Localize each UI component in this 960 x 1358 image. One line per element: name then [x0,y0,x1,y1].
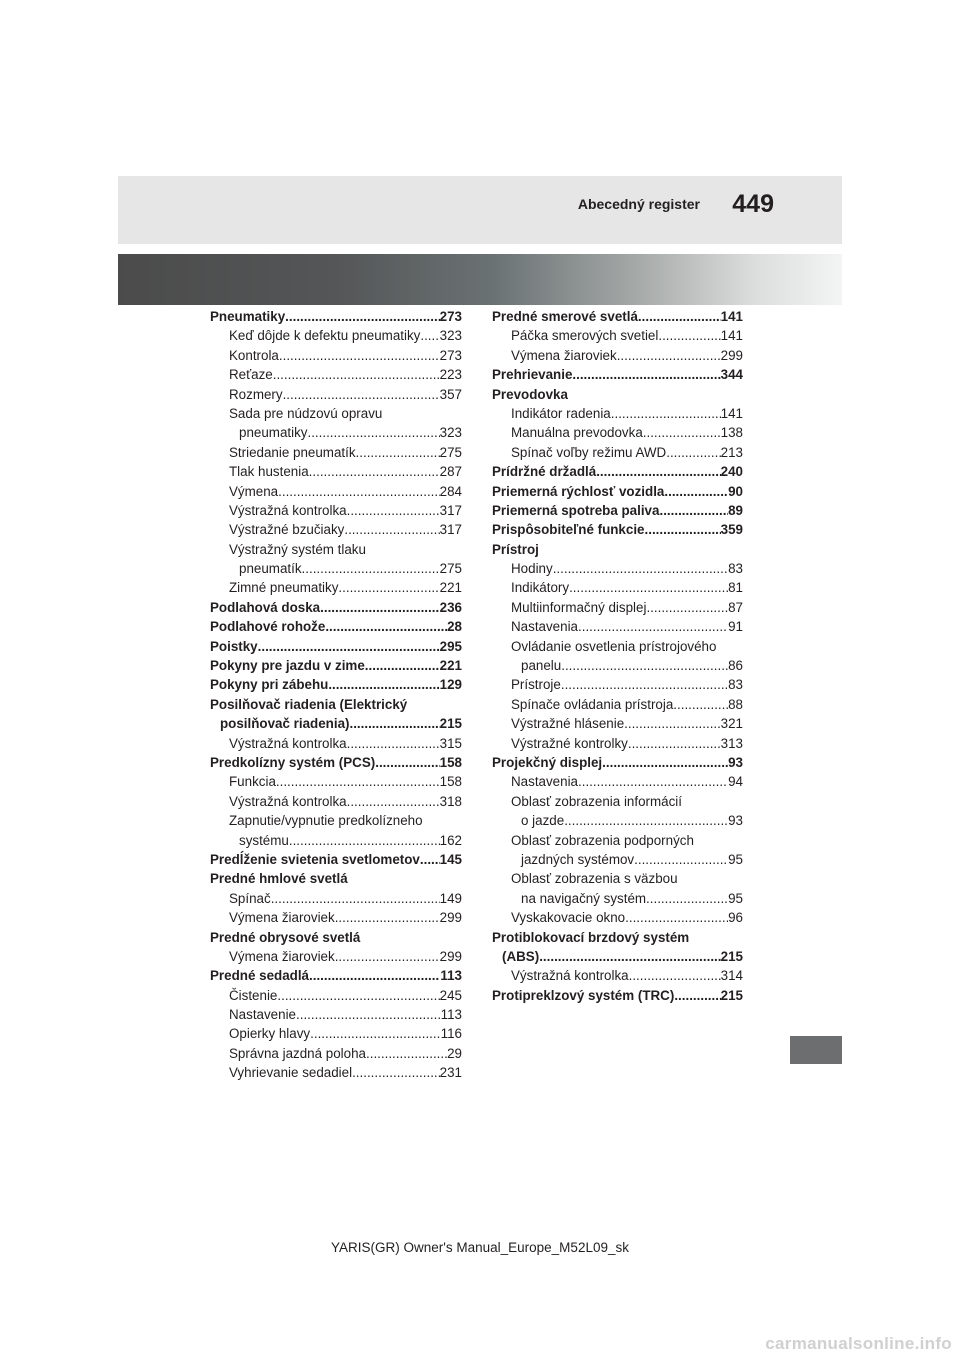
dot-leader [302,559,440,578]
index-entry [210,966,462,985]
index-entry-label: posilňovač riadenia) [220,716,350,732]
index-entry-label: Pokyny pre jazdu v zime [210,658,365,674]
index-entry-label: pneumatík [239,561,302,577]
dot-leader [625,908,728,927]
index-entry [492,346,743,365]
index-entry-page: 245 [439,987,462,1003]
index-entry-page: 113 [440,1007,462,1023]
index-entry [210,928,462,947]
dot-leader [310,1024,441,1043]
index-entry-label: Indikátory [511,580,570,596]
index-entry [492,850,743,869]
index-entry-label: Výmena [229,483,279,499]
index-entry-page: 141 [720,405,743,421]
page-header [118,176,842,244]
index-entry-label: Podlahová doska [210,599,321,615]
dot-leader [643,423,721,442]
dot-leader [646,889,728,908]
index-entry-label: Rozmery [229,386,283,402]
index-entry [492,792,743,811]
index-entry-label: Nastavenie [229,1007,296,1023]
index-entry [492,540,743,559]
index-entry-page: 318 [439,793,462,809]
index-entry-label: Funkcia [229,774,276,790]
index-entry [210,811,462,830]
index-entry-page: 323 [439,425,462,441]
index-entry [210,1044,462,1063]
index-entry-label: Predné smerové svetlá [492,309,638,324]
dot-leader [289,831,440,850]
index-entry-page: 275 [439,561,462,577]
index-entry-label: Tlak hustenia [229,464,309,480]
index-entry-label: Vyhrievanie sedadiel [229,1065,353,1081]
index-entry [210,947,462,966]
index-entry [492,695,743,714]
index-entry [210,1005,462,1024]
index-entry-page: 83 [728,561,743,577]
index-entry-page: 113 [440,968,462,984]
index-entry-page: 240 [720,464,743,480]
index-entry [492,734,743,753]
index-entry [210,443,462,462]
index-entry [492,947,743,966]
index-entry-label: Vyskakovacie okno [511,910,626,926]
index-entry [210,520,462,539]
index-entry-page: 359 [720,522,743,538]
dot-leader [666,443,720,462]
index-entry-page: 89 [728,502,743,518]
index-entry-page: 317 [439,502,462,518]
index-entry-label: Oblasť zobrazenia s väzbou [511,871,678,887]
dot-leader [602,753,728,772]
index-entry-page: 357 [439,386,462,402]
dot-leader [664,482,728,501]
index-entry [492,443,743,462]
dot-leader [347,501,440,520]
index-entry-page: 213 [720,444,743,460]
index-entry-page: 129 [439,677,462,693]
index-entry [492,753,743,772]
index-entry-page: 145 [439,851,462,867]
index-column-right [492,307,743,1005]
index-entry-page: 141 [720,309,743,324]
index-entry-label: Hodiny [511,561,553,577]
dot-leader [420,326,439,345]
index-entry-page: 221 [439,580,462,596]
index-entry [492,811,743,830]
index-entry-page: 86 [728,658,743,674]
index-entry-label: Zapnutie/vypnutie predkolízneho [229,813,423,829]
index-entry-label: Multiinformačný displej [511,599,647,615]
dot-leader [617,346,721,365]
index-entry-label: Ovládanie osvetlenia prístrojového [511,638,717,654]
dot-leader [628,734,721,753]
index-entry-label: pneumatiky [239,425,308,441]
dot-leader [335,947,440,966]
index-entry-page: 83 [728,677,743,693]
index-entry-label: Oblasť zobrazenia podporných [511,832,694,848]
index-entry-label: Kontrola [229,347,279,363]
index-entry-label: Výstražné hlásenie [511,716,625,732]
index-entry-page: 158 [439,774,462,790]
dot-leader [624,714,721,733]
index-entry-label: Sada pre núdzovú opravu [229,405,383,421]
dot-leader [258,637,440,656]
index-entry [210,462,462,481]
index-entry-label: (ABS) [502,948,540,964]
index-entry-page: 317 [439,522,462,538]
dot-leader [646,598,728,617]
dot-leader [572,365,720,384]
index-entry [492,869,743,888]
index-entry [492,598,743,617]
index-entry [492,520,743,539]
watermark: carmanualsonline.info [765,1334,952,1353]
index-entry-label: Prehrievanie [492,367,573,383]
index-entry-page: 91 [728,619,743,635]
index-entry-page: 275 [439,444,462,460]
index-entry-label: Zimné pneumatiky [229,580,339,596]
dot-leader [356,443,440,462]
dot-leader [578,772,728,791]
index-entry-page: 95 [728,890,743,906]
dot-leader [674,986,720,1005]
index-column-left [210,307,462,1083]
index-entry-label: Pneumatiky [210,309,286,324]
dot-leader [561,656,728,675]
dot-leader [365,656,440,675]
index-entry [492,385,743,404]
index-entry [492,831,743,850]
dot-leader [283,385,440,404]
index-entry [210,986,462,1005]
index-entry-page: 284 [439,483,462,499]
index-entry-page: 299 [720,347,743,363]
index-entry [492,423,743,442]
dot-leader [673,695,728,714]
dot-leader [659,501,728,520]
dot-leader [307,423,439,442]
index-entry [492,307,743,326]
index-entry-label: Prispôsobiteľné funkcie [492,522,645,538]
index-entry [210,656,462,675]
dot-leader [366,1044,447,1063]
index-entry-label: na navigačný systém [521,890,647,906]
index-entry [210,385,462,404]
index-entry [210,1024,462,1043]
index-entry-page: 221 [439,658,462,674]
dot-leader [309,462,440,481]
index-entry [210,637,462,656]
dot-leader [578,617,728,636]
footer-manual-id: YARIS(GR) Owner's Manual_Europe_M52L09_sk [331,1240,629,1255]
index-entry-label: Výstražné bzučiaky [229,522,345,538]
dot-leader [320,598,440,617]
index-entry-label: Predné obrysové svetlá [210,929,361,945]
index-entry-label: Spínač [229,890,271,906]
index-entry-label: systému [239,832,289,848]
index-entry-page: 273 [439,347,462,363]
index-entry-label: Predkolízny systém (PCS) [210,754,376,770]
dot-leader [277,986,439,1005]
index-entry-page: 94 [728,774,743,790]
dot-leader [553,559,728,578]
index-entry-page: 87 [728,599,743,615]
index-entry-page: 295 [439,638,462,654]
dot-leader [309,966,440,985]
dot-leader [347,792,440,811]
index-entry-label: Oblasť zobrazenia informácií [511,793,682,809]
index-entry-label: Páčka smerových svetiel [511,328,659,344]
index-entry-label: Výstražná kontrolka [229,502,347,518]
dot-leader [375,753,439,772]
index-entry [492,966,743,985]
dot-leader [276,772,440,791]
index-entry-label: Správna jazdná poloha [229,1045,366,1061]
index-entry-label: jazdných systémov [521,851,635,867]
index-entry-label: Predĺženie svietenia svetlometov [210,851,420,867]
index-entry-label: Predné hmlové svetlá [210,871,348,887]
index-entry-label: Výmena žiaroviek [511,347,617,363]
dot-leader [285,307,439,326]
index-entry-page: 149 [439,890,462,906]
index-entry [492,986,743,1005]
index-entry-page: 323 [439,328,462,344]
index-entry-label: Spínače ovládania prístroja [511,696,674,712]
index-entry [210,850,462,869]
index-entry [210,578,462,597]
index-entry [492,559,743,578]
index-entry-label: Výstražná kontrolka [229,735,347,751]
chapter-tab-marker [790,1036,842,1064]
index-entry-page: 215 [720,987,743,1003]
dot-leader [335,908,440,927]
index-entry [210,404,462,423]
index-entry [210,889,462,908]
index-entry-page: 93 [728,813,743,829]
index-entry-page: 138 [720,425,743,441]
index-entry-label: Spínač voľby režimu AWD [511,444,667,460]
dot-leader [344,520,439,539]
dot-leader [539,947,720,966]
index-entry [210,326,462,345]
index-entry-page: 90 [728,483,743,499]
index-entry-page: 116 [440,1026,462,1042]
index-entry [492,617,743,636]
index-entry-page: 231 [439,1065,462,1081]
index-entry-page: 315 [439,735,462,751]
index-entry-label: Projekčný displej [492,754,603,770]
index-entry [210,540,462,559]
index-entry [210,346,462,365]
index-entry-label: Prístroje [511,677,561,693]
index-entry-page: 158 [439,754,462,770]
index-entry [492,482,743,501]
index-entry-page: 299 [439,948,462,964]
index-entry-label: Posilňovač riadenia (Elektrický [210,696,408,712]
decorative-gradient-band [118,254,842,305]
index-entry [492,326,743,345]
index-entry-page: 95 [728,851,743,867]
index-entry-label: Priemerná rýchlosť vozidla [492,483,665,499]
index-entry [210,734,462,753]
index-entry [210,753,462,772]
index-entry [210,772,462,791]
index-entry [492,656,743,675]
index-entry [492,772,743,791]
index-entry-label: Protiblokovací brzdový systém [492,929,690,945]
index-entry-label: Indikátor radenia [511,405,611,421]
index-entry [210,869,462,888]
dot-leader [325,617,447,636]
index-entry-page: 321 [720,716,743,732]
dot-leader [564,811,728,830]
index-entry-label: Protipreklzový systém (TRC) [492,987,675,1003]
index-entry-page: 344 [720,367,743,383]
index-entry [492,404,743,423]
dot-leader [279,346,440,365]
page-number: 449 [732,190,774,218]
index-entry-label: Výmena žiaroviek [229,910,335,926]
index-entry-page: 313 [720,735,743,751]
dot-leader [638,307,721,326]
index-entry-label: Pokyny pri zábehu [210,677,329,693]
dot-leader [634,850,728,869]
index-entry [210,423,462,442]
index-entry-label: Prístroj [492,541,539,557]
index-entry-page: 28 [447,619,462,635]
dot-leader [645,520,721,539]
dot-leader [420,850,440,869]
index-entry-label: Striedanie pneumatík [229,444,356,460]
index-entry-page: 96 [728,910,743,926]
index-entry-page: 273 [439,309,462,324]
index-entry-label: Reťaze [229,367,273,383]
index-entry [210,598,462,617]
index-entry-label: o jazde [521,813,565,829]
index-entry-label: Výstražná kontrolka [511,968,629,984]
index-entry [210,559,462,578]
dot-leader [273,365,440,384]
dot-leader [328,675,439,694]
index-entry-page: 141 [720,328,743,344]
index-entry [210,307,462,326]
index-entry-label: Výstražné kontrolky [511,735,628,751]
section-title: Abecedný register [577,196,700,212]
index-entry [210,675,462,694]
index-entry [492,714,743,733]
index-entry [492,675,743,694]
index-entry [492,928,743,947]
index-entry-label: Keď dôjde k defektu pneumatiky [229,328,421,344]
index-entry [210,695,462,714]
index-entry-label: Výmena žiaroviek [229,948,335,964]
index-entry-label: Čistenie [229,987,278,1003]
dot-leader [596,462,720,481]
index-entry-label: Poistky [210,638,258,654]
index-entry [210,1063,462,1082]
index-entry [492,365,743,384]
index-entry-label: Predné sedadlá [210,968,309,984]
index-entry-page: 162 [439,832,462,848]
index-entry-label: Výstražná kontrolka [229,793,347,809]
index-entry-page: 314 [720,968,743,984]
index-entry-page: 215 [720,948,743,964]
dot-leader [658,326,720,345]
dot-leader [278,482,440,501]
index-entry-label: Výstražný systém tlaku [229,541,366,557]
index-entry [492,889,743,908]
index-entry-page: 81 [728,580,743,596]
index-entry [210,482,462,501]
dot-leader [347,734,440,753]
index-entry [210,501,462,520]
index-entry-label: panelu [521,658,562,674]
index-entry-label: Nastavenia [511,774,578,790]
dot-leader [271,889,440,908]
index-entry-page: 223 [439,367,462,383]
index-entry-page: 88 [728,696,743,712]
dot-leader [338,578,439,597]
index-entry [492,501,743,520]
index-entry [492,908,743,927]
dot-leader [352,1063,440,1082]
index-entry [210,831,462,850]
index-entry-page: 215 [439,716,462,732]
index-entry-label: Priemerná spotreba paliva [492,502,660,518]
index-entry [210,617,462,636]
index-entry [210,792,462,811]
index-entry-page: 287 [439,464,462,480]
index-entry [210,908,462,927]
index-entry [210,714,462,733]
index-entry-page: 299 [439,910,462,926]
index-entry-label: Opierky hlavy [229,1026,311,1042]
index-entry [492,578,743,597]
index-entry-label: Prevodovka [492,386,568,402]
index-entry-label: Prídržné držadlá [492,464,597,480]
index-entry-page: 29 [447,1045,462,1061]
dot-leader [561,675,728,694]
index-entry [492,637,743,656]
index-entry [210,365,462,384]
index-entry [492,462,743,481]
index-entry-label: Nastavenia [511,619,578,635]
index-entry-page: 93 [728,754,743,770]
index-entry-label: Podlahové rohože [210,619,326,635]
dot-leader [629,966,721,985]
dot-leader [611,404,721,423]
index-entry-page: 236 [439,599,462,615]
dot-leader [569,578,728,597]
index-entry-label: Manuálna prevodovka [511,425,643,441]
dot-leader [296,1005,441,1024]
dot-leader [349,714,439,733]
